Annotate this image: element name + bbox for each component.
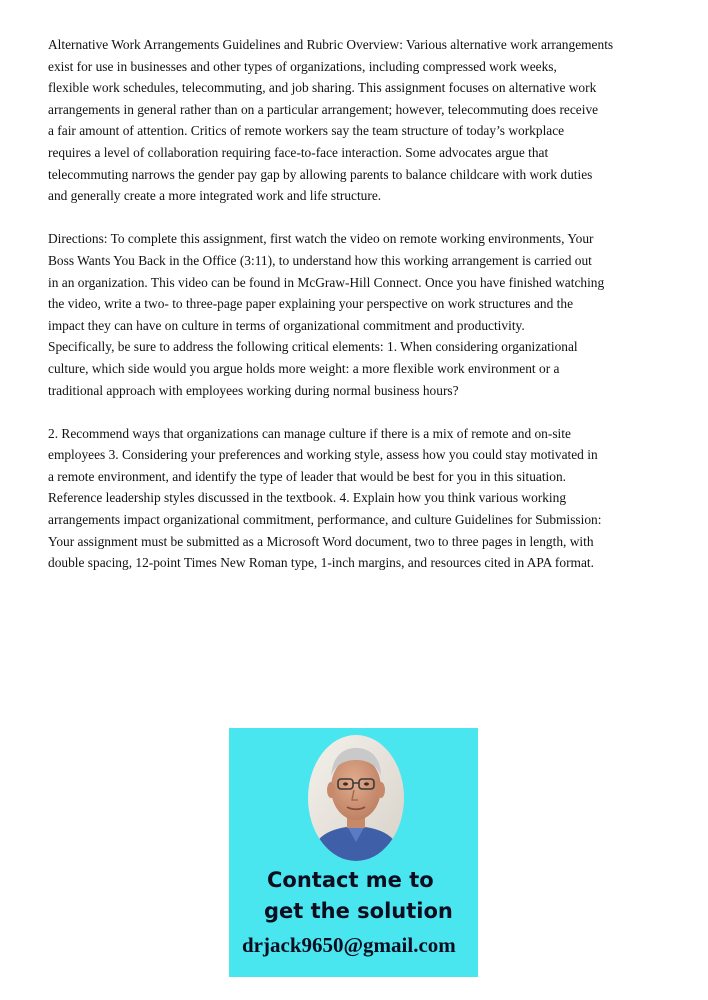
text-line: 2. Recommend ways that organizations can manage culture if there is a mix of remote and on-site xyxy=(48,425,571,441)
text-line: flexible work schedules, telecommuting, and job sharing. This assignment focuses on alternative work xyxy=(48,80,597,96)
text-line: impact they can have on culture in terms of organizational commitment and productivity. xyxy=(48,317,525,333)
text-line: Boss Wants You Back in the Office (3:11), to understand how this working arrangement is carried out xyxy=(48,252,592,268)
paragraph-directions xyxy=(48,228,663,401)
text-line: traditional approach with employees working during normal business hours? xyxy=(48,382,459,398)
paragraph-elements xyxy=(48,423,663,574)
contact-heading: Contact me to xyxy=(267,868,434,892)
text-line: requires a level of collaboration requiring face-to-face interaction. Some advocates argue that xyxy=(48,144,549,160)
text-line: Directions: To complete this assignment, first watch the video on remote working environments, Your xyxy=(48,231,594,247)
contact-advertisement xyxy=(229,728,478,977)
text-line: employees 3. Considering your preferences and working style, assess how you could stay motivated in xyxy=(48,447,598,463)
text-line: in an organization. This video can be found in McGraw-Hill Connect. Once you have finished watching xyxy=(48,274,605,290)
paragraph-overview xyxy=(48,34,663,207)
paragraph-gap xyxy=(48,207,663,229)
text-line: exist for use in businesses and other types of organizations, including compressed work weeks, xyxy=(48,58,557,74)
text-line: arrangements impact organizational commitment, performance, and culture Guidelines for Submission: xyxy=(48,512,602,528)
text-line: telecommuting narrows the gender pay gap by allowing parents to balance childcare with work duties xyxy=(48,166,593,182)
contact-email[interactable]: drjack9650@gmail.com xyxy=(242,933,456,957)
text-line: culture, which side would you argue holds more weight: a more flexible work environment or a xyxy=(48,360,560,376)
document-body xyxy=(48,34,663,574)
person-portrait-photo xyxy=(307,734,405,862)
text-line: Your assignment must be submitted as a Microsoft Word document, two to three pages in length, with xyxy=(48,533,594,549)
text-line: a remote environment, and identify the type of leader that would be best for you in this situation. xyxy=(48,468,567,484)
text-line: arrangements in general rather than on a particular arrangement; however, telecommuting does receive xyxy=(48,101,599,117)
text-line: Specifically, be sure to address the following critical elements: 1. When considering organizational xyxy=(48,339,578,355)
text-line: the video, write a two- to three-page paper explaining your perspective on work structures and the xyxy=(48,296,574,312)
text-line: Reference leadership styles discussed in the textbook. 4. Explain how you think various working xyxy=(48,490,567,506)
paragraph-gap xyxy=(48,401,663,423)
text-line: a fair amount of attention. Critics of remote workers say the team structure of today’s workplace xyxy=(48,123,565,139)
text-line: double spacing, 12-point Times New Roman type, 1-inch margins, and resources cited in APA format. xyxy=(48,555,594,571)
text-line: and generally create a more integrated work and life structure. xyxy=(48,188,382,204)
text-line: Alternative Work Arrangements Guidelines and Rubric Overview: Various alternative work arrangements xyxy=(48,37,614,52)
contact-subheading: get the solution xyxy=(264,899,453,923)
